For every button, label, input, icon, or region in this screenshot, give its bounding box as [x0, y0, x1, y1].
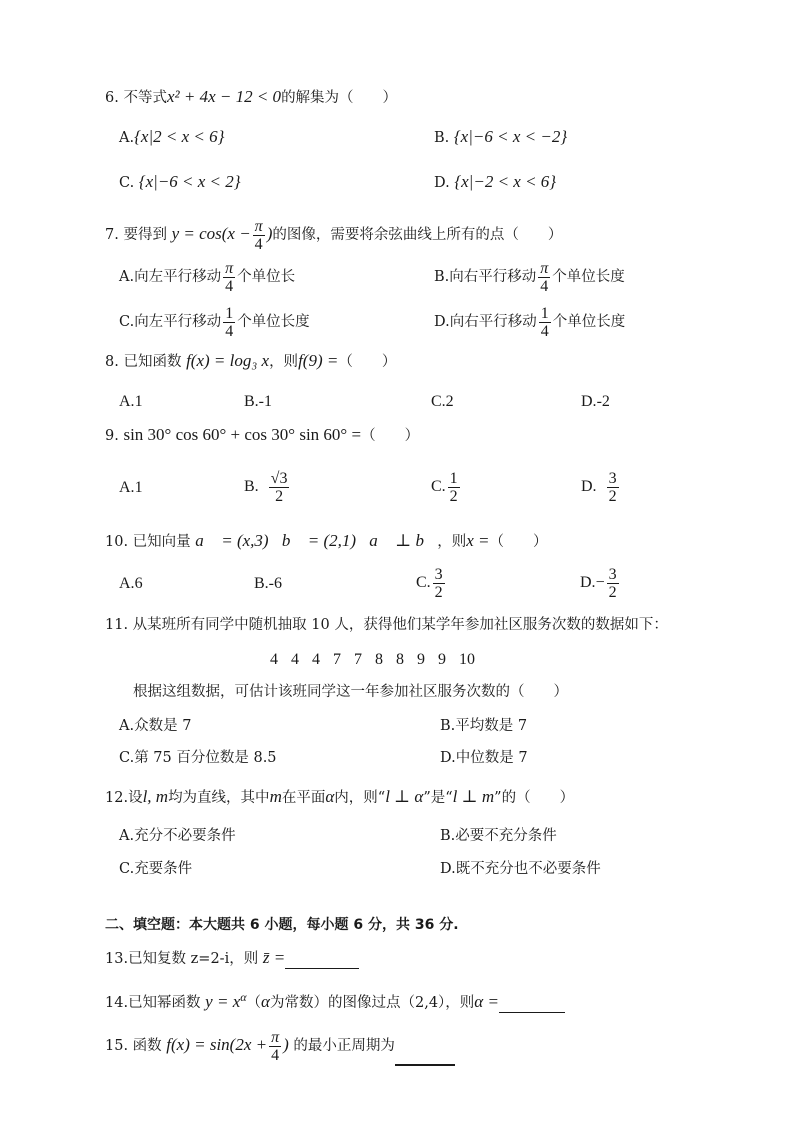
q10-stem-tail: （ ）: [489, 534, 548, 550]
q12-pre: 设: [128, 790, 143, 806]
q10-a-text: 6: [134, 575, 143, 592]
q10-d-num: 3: [608, 565, 617, 583]
q10-number: 10.: [105, 534, 129, 550]
q8-math: f(x) = log₃ x: [186, 351, 270, 370]
q8-d-text: -2: [596, 393, 610, 410]
q6-option-a: [119, 127, 224, 148]
q8-b-letter: B.: [244, 393, 259, 410]
q7-math-b: ): [266, 224, 273, 243]
q9-a-letter: A.: [119, 479, 135, 496]
q9-option-a: [119, 478, 143, 498]
q10-mid: ，则: [437, 534, 467, 550]
q6-stem-tail: 的解集为（ ）: [281, 90, 398, 106]
q10-option-b: [254, 574, 282, 594]
q7-a-pre: 向左平行移动: [134, 269, 222, 285]
q12-math: l, m: [142, 787, 169, 806]
q13-pre: 已知复数 z=2-i，则: [128, 951, 259, 967]
q10-b-letter: B.: [254, 575, 269, 592]
q7-c-den: 4: [225, 322, 234, 340]
q13-answer-blank[interactable]: [285, 952, 359, 969]
q15-den: 4: [271, 1046, 280, 1064]
q10-a-letter: A.: [119, 575, 135, 592]
q11-c-text: 第 75 百分位数是 8.5: [134, 750, 277, 766]
q7-d-num: 1: [540, 304, 549, 322]
q7-a-num: π: [225, 259, 234, 277]
q15-answer-blank[interactable]: [395, 1048, 455, 1066]
q12-mid4: ”是“: [423, 790, 453, 806]
q12-option-d: [440, 859, 601, 879]
q9-d-fraction: [607, 470, 619, 505]
q13-stem: [105, 948, 359, 969]
q10-b-text: -6: [268, 575, 282, 592]
q9-stem: [105, 425, 419, 446]
q7-stem-text: 要得到: [123, 227, 167, 243]
q8-math2: f(9) =: [298, 351, 339, 370]
q6-b-letter: B.: [434, 130, 450, 146]
q11-stem-text: 从某班所有同学中随机抽取 10 人，获得他们某学年参加社区服务次数的数据如下：: [132, 617, 668, 633]
q7-d-fraction: [539, 305, 551, 340]
q9-math: sin 30° cos 60° + cos 30° sin 60° =: [123, 425, 362, 444]
q9-b-num: √3: [270, 469, 288, 487]
q8-stem: [105, 351, 396, 372]
q10-math2: x =: [466, 531, 490, 550]
q6-a-letter: A.: [119, 130, 135, 146]
q7-number: 7.: [105, 227, 119, 243]
q12-d-letter: D.: [440, 861, 456, 877]
q11-option-b: [440, 716, 527, 736]
q6-b-text: {x|−6 < x < −2}: [453, 127, 568, 146]
q7-d-pre: 向右平行移动: [449, 314, 537, 330]
q11-option-c: [119, 748, 277, 768]
q14-mid: （: [246, 994, 262, 1011]
q15-math: f(x) = sin(2x +: [166, 1035, 268, 1054]
q7-c-post: 个单位长度: [237, 314, 310, 330]
q14-math2: α: [261, 991, 270, 1011]
data-value: 8: [396, 651, 404, 668]
q6-option-b: [434, 127, 567, 148]
q12-d-text: 既不充分也不必要条件: [455, 861, 601, 877]
q9-option-d: [581, 467, 621, 507]
q12-math2: m: [269, 787, 282, 806]
q8-option-b: [244, 392, 272, 412]
q7-b-post: 个单位长度: [552, 269, 625, 285]
q11-dataset: [270, 650, 488, 670]
q6-d-letter: D.: [434, 175, 450, 191]
q9-d-den: 2: [608, 487, 617, 505]
q6-a-text: {x|2 < x < 6}: [134, 127, 225, 146]
q10-c-num: 3: [434, 565, 443, 583]
q12-stem-tail: ”的（ ）: [494, 790, 575, 806]
q7-math-a: y = cos(x −: [171, 224, 251, 243]
data-value: 9: [417, 651, 425, 668]
q11-d-letter: D.: [440, 750, 456, 766]
q7-option-d: [434, 303, 625, 341]
q6-number: 6.: [105, 90, 119, 106]
q7-a-fraction: [223, 260, 235, 295]
q11-b-text: 平均数是 7: [455, 718, 528, 734]
q9-c-letter: C.: [431, 478, 446, 495]
q6-stem-text: 不等式: [123, 90, 167, 106]
q14-sup: α: [240, 990, 247, 1004]
q7-a-den: 4: [225, 277, 234, 295]
q10-c-letter: C.: [416, 574, 431, 591]
q14-stem: [105, 987, 565, 1013]
q12-a-text: 充分不必要条件: [134, 828, 236, 844]
q9-d-letter: D.: [581, 478, 597, 495]
q6-option-d: [434, 172, 556, 193]
q12-math3: α: [325, 787, 335, 806]
q10-d-den: 2: [608, 583, 617, 601]
q12-option-c: [119, 859, 192, 879]
q14-math3: α =: [474, 991, 499, 1011]
q15-fraction: [269, 1029, 281, 1064]
q10-stem-text: 已知向量: [132, 534, 191, 550]
q7-c-letter: C.: [119, 314, 135, 330]
q9-option-b: [244, 467, 291, 507]
q11-follow-text: 根据这组数据，可估计该班同学这一年参加社区服务次数的（ ）: [133, 684, 568, 700]
q7-option-c: [119, 303, 310, 341]
q7-d-post: 个单位长度: [552, 314, 626, 330]
q14-pre: 已知幂函数: [128, 994, 201, 1011]
q12-math4: l ⊥ α: [385, 787, 424, 806]
q8-stem-text: 已知函数: [123, 354, 182, 370]
q8-c-letter: C.: [431, 393, 446, 410]
q15-number: 15.: [105, 1038, 129, 1054]
q10-d-sign: −: [595, 574, 605, 591]
q7-b-pre: 向右平行移动: [449, 269, 537, 285]
q14-mid2: 为常数）的图像过点（2,4），则: [269, 994, 475, 1011]
q7-option-a: [119, 258, 295, 296]
q7-c-num: 1: [225, 304, 234, 322]
q11-a-letter: A.: [119, 718, 135, 734]
q12-mid2: 在平面: [281, 790, 326, 806]
q11-b-letter: B.: [440, 718, 456, 734]
q7-d-letter: D.: [434, 314, 450, 330]
q7-frac-num: π: [254, 217, 263, 235]
data-value: 4: [270, 651, 278, 668]
q14-answer-blank[interactable]: [499, 996, 565, 1013]
q11-d-text: 中位数是 7: [455, 750, 528, 766]
q10-option-a: [119, 574, 143, 594]
q9-b-den: 2: [275, 487, 284, 505]
q8-a-letter: A.: [119, 393, 135, 410]
q8-d-letter: D.: [581, 393, 597, 410]
q6-math: x² + 4x − 12 < 0: [166, 87, 282, 106]
q12-a-letter: A.: [119, 828, 135, 844]
q12-c-letter: C.: [119, 861, 135, 877]
data-value: 9: [438, 651, 446, 668]
q9-b-fraction: [269, 470, 290, 505]
q9-c-den: 2: [449, 487, 458, 505]
q12-b-text: 必要不充分条件: [455, 828, 557, 844]
q12-stem: [105, 787, 574, 808]
q10-d-fraction: [607, 566, 619, 601]
q6-d-text: {x|−2 < x < 6}: [454, 172, 557, 191]
q9-b-letter: B.: [244, 478, 259, 495]
q8-option-d: [581, 392, 610, 412]
q7-option-b: [434, 258, 625, 296]
q8-option-c: [431, 392, 454, 412]
q7-frac-den: 4: [254, 235, 263, 253]
q12-mid1: 均为直线，其中: [168, 790, 270, 806]
section-heading: [105, 915, 459, 935]
q12-c-text: 充要条件: [134, 861, 193, 877]
q10-c-fraction: [433, 566, 445, 601]
q10-option-d: [580, 563, 621, 603]
q10-stem: [105, 531, 548, 552]
q7-c-fraction: [223, 305, 235, 340]
q12-option-b: [440, 826, 557, 846]
data-value: 4: [291, 651, 299, 668]
q13-number: 13.: [105, 951, 129, 967]
q11-c-letter: C.: [119, 750, 135, 766]
q8-b-text: -1: [258, 393, 272, 410]
q9-stem-tail: （ ）: [361, 428, 420, 444]
q13-math: z̄ =: [262, 948, 286, 967]
q8-option-a: [119, 392, 143, 412]
q6-c-letter: C.: [119, 175, 135, 191]
data-value: 4: [312, 651, 320, 668]
q6-stem: [105, 87, 397, 108]
q9-d-num: 3: [608, 469, 617, 487]
q11-a-text: 众数是 7: [134, 718, 192, 734]
q7-b-fraction: [538, 260, 550, 295]
q9-c-fraction: [448, 470, 460, 505]
q7-fraction: [253, 218, 265, 253]
q7-b-num: π: [540, 259, 549, 277]
q10-c-den: 2: [434, 583, 443, 601]
q7-c-pre: 向左平行移动: [134, 314, 222, 330]
q9-option-c: [431, 467, 462, 507]
q9-number: 9.: [105, 428, 119, 444]
data-value: 8: [375, 651, 383, 668]
section-heading-text: 二、填空题：本大题共 6 小题，每小题 6 分，共 36 分.: [105, 917, 459, 933]
q9-c-num: 1: [449, 469, 458, 487]
q10-option-c: [416, 563, 447, 603]
q12-option-a: [119, 826, 236, 846]
q14-number: 14.: [105, 994, 129, 1011]
q10-d-letter: D.: [580, 574, 596, 591]
q15-post: 的最小正周期为: [293, 1038, 395, 1054]
q8-mid: ，则: [269, 354, 299, 370]
q7-a-post: 个单位长: [237, 269, 296, 285]
q14-math: y = x: [205, 991, 241, 1011]
q11-option-d: [440, 748, 528, 768]
data-value: 10: [459, 651, 475, 668]
q6-option-c: [119, 172, 241, 193]
q8-c-text: 2: [445, 393, 454, 410]
q8-number: 8.: [105, 354, 119, 370]
q15-math-b: ): [283, 1035, 289, 1054]
q7-stem: [105, 214, 562, 255]
data-value: 7: [333, 651, 341, 668]
q15-stem: [105, 1025, 455, 1066]
q15-pre: 函数: [132, 1038, 162, 1054]
q12-number: 12.: [105, 790, 129, 806]
q11-number: 11.: [105, 617, 129, 633]
q7-b-letter: B.: [434, 269, 450, 285]
q11-option-a: [119, 716, 191, 736]
q7-d-den: 4: [540, 322, 549, 340]
q12-b-letter: B.: [440, 828, 456, 844]
q6-c-text: {x|−6 < x < 2}: [138, 172, 241, 191]
q15-num: π: [271, 1028, 280, 1046]
q11-stem: [105, 615, 668, 635]
q8-a-text: 1: [134, 393, 143, 410]
q12-mid3: 内，则“: [334, 790, 386, 806]
data-value: 7: [354, 651, 362, 668]
q7-a-letter: A.: [119, 269, 135, 285]
q11-follow: [133, 682, 568, 702]
q8-stem-tail: （ ）: [338, 354, 397, 370]
q10-math: a⃗ = (x,3)，b⃗ = (2,1)，a⃗ ⊥ b⃗: [195, 531, 438, 550]
q9-a-text: 1: [134, 479, 143, 496]
q7-b-den: 4: [540, 277, 549, 295]
q12-math5: l ⊥ m: [452, 787, 495, 806]
q7-stem-tail: 的图像，需要将余弦曲线上所有的点（ ）: [272, 227, 563, 243]
